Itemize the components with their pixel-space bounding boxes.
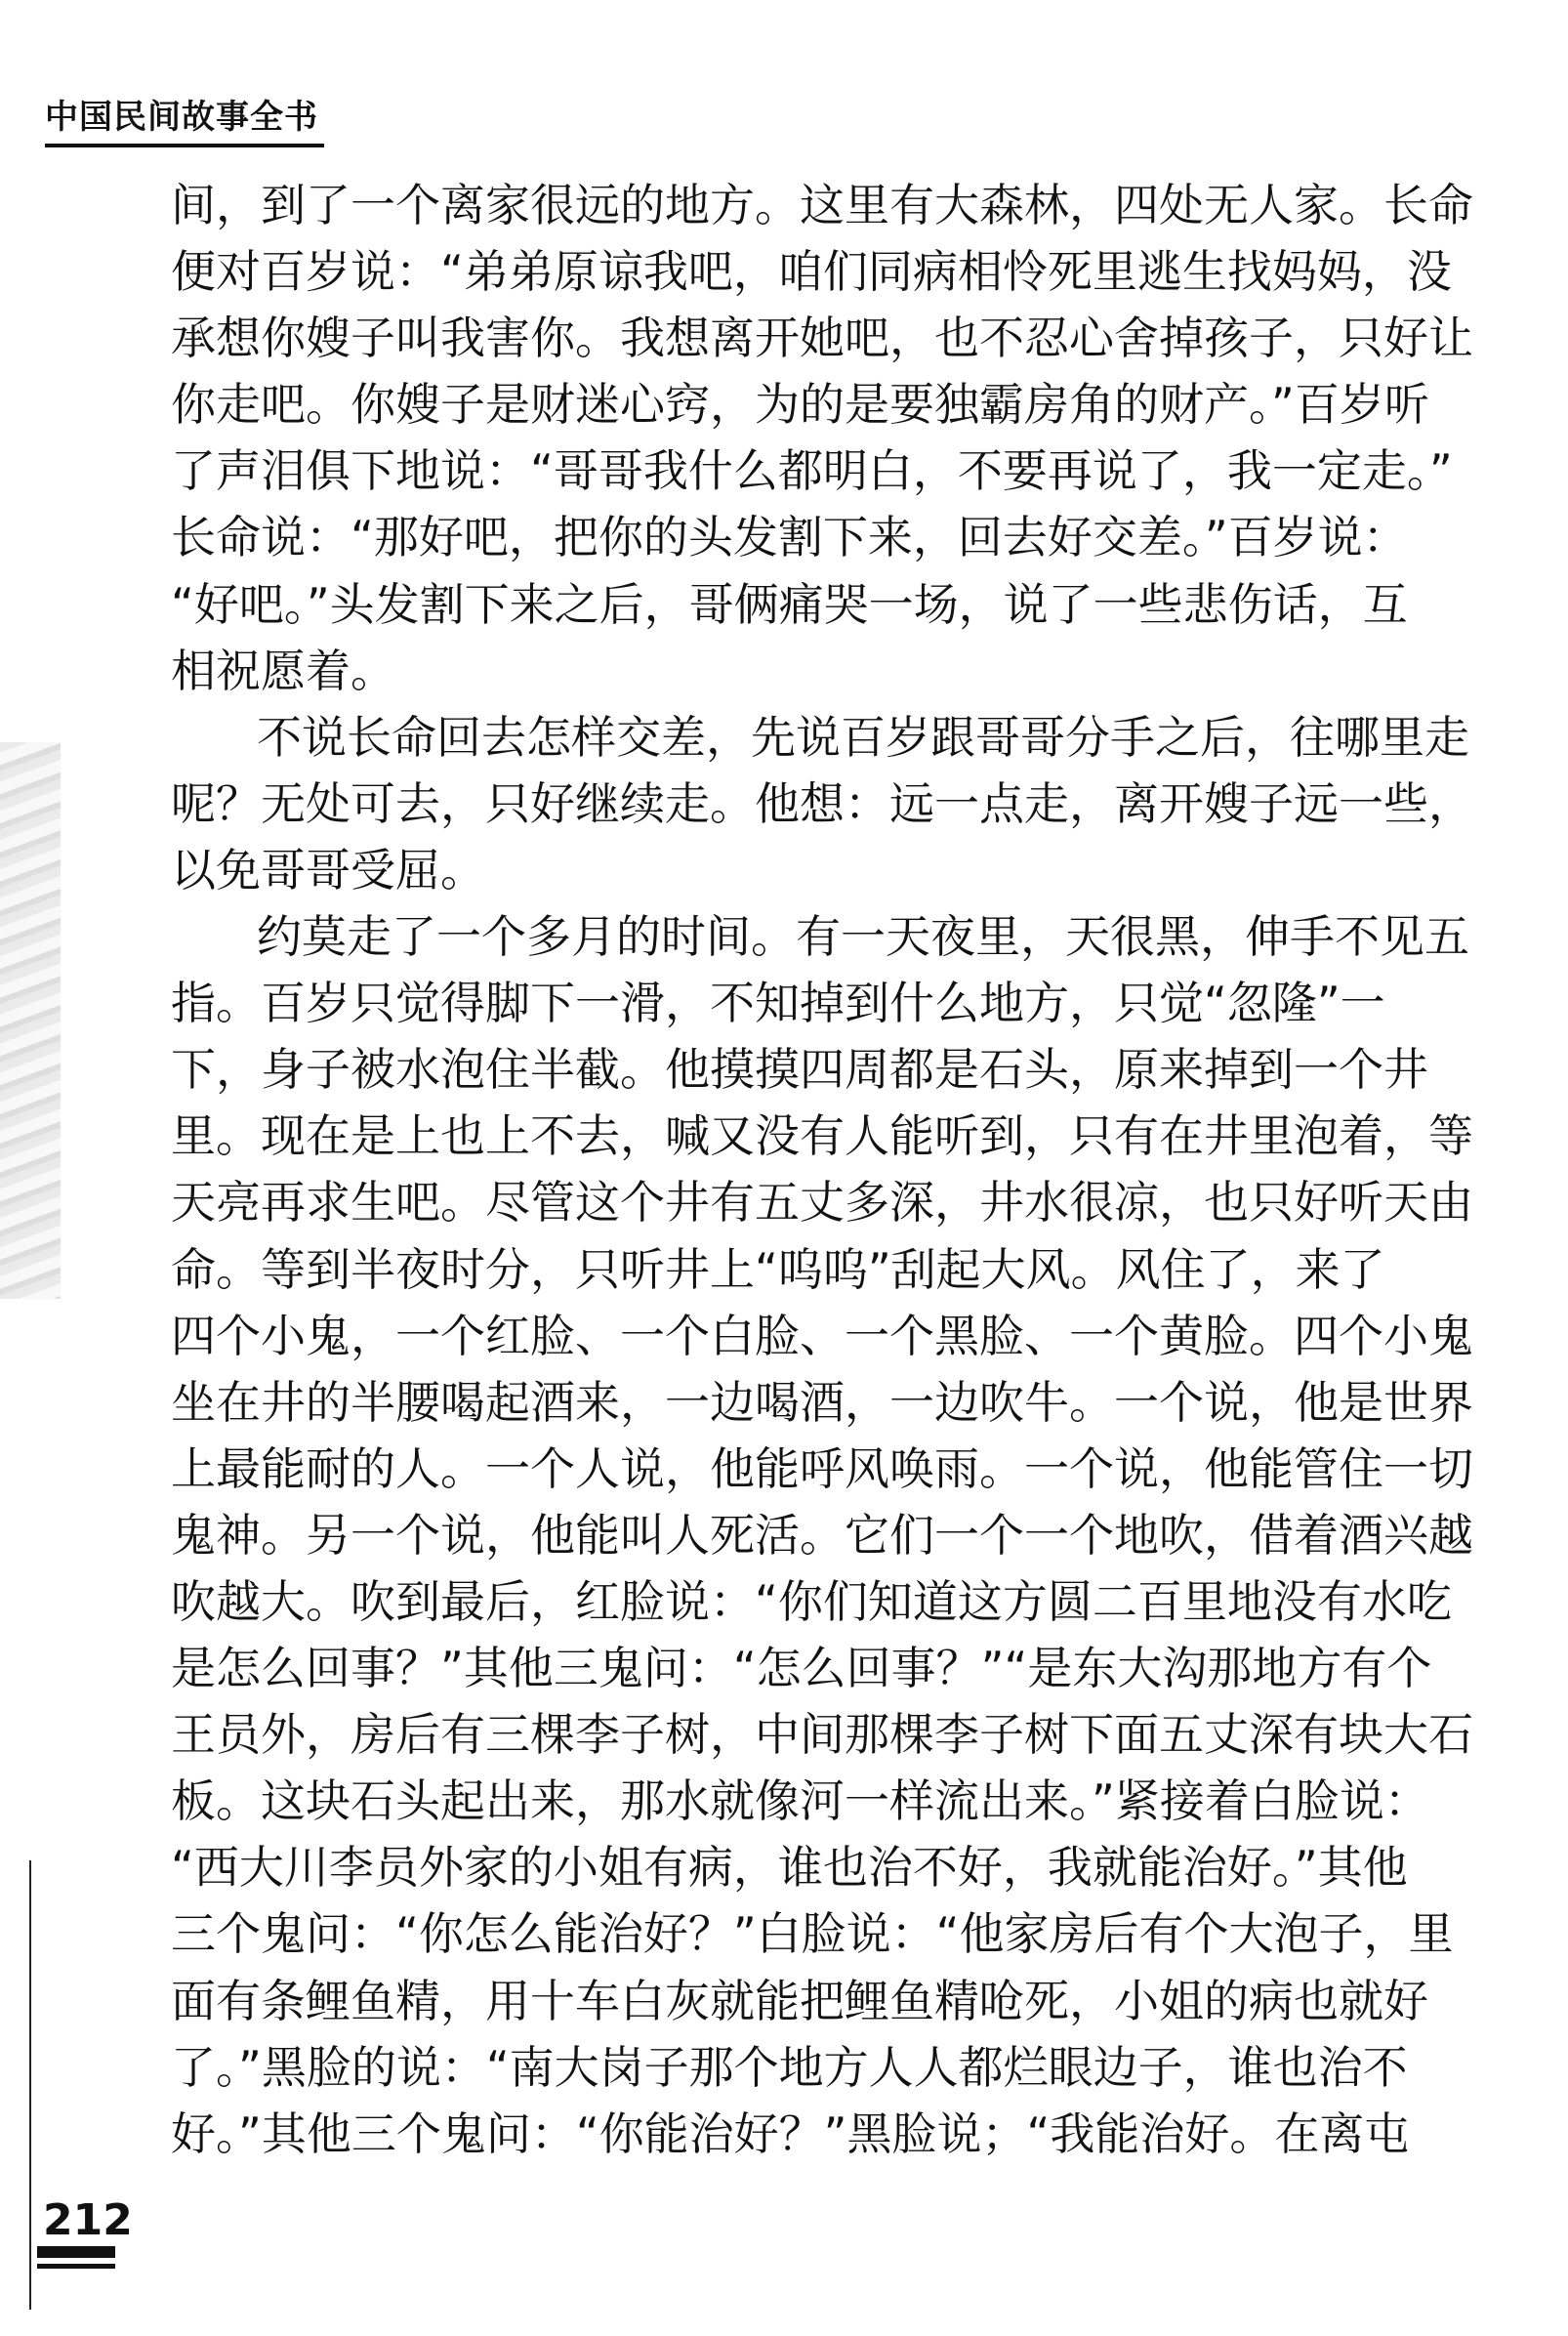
text-line: 王员外，房后有三棵李子树，中间那棵李子树下面五丈深有块大石 (171, 1708, 1473, 1762)
margin-rule (29, 1860, 31, 2310)
text-line: 了声泪俱下地说：“哥哥我什么都明白，不要再说了，我一定走。” (171, 444, 1453, 498)
text-line: 四个小鬼，一个红脸、一个白脸、一个黑脸、一个黄脸。四个小鬼 (171, 1309, 1473, 1362)
text-line: 相祝愿着。 (171, 644, 395, 697)
text-line: “西大川李员外家的小姐有病，谁也治不好，我就能治好。”其他 (171, 1841, 1408, 1895)
text-line: 了。”黑脸的说：“南大岗子那个地方人人都烂眼边子，谁也治不 (171, 2040, 1408, 2094)
text-line: 间，到了一个离家很远的地方。这里有大森林，四处无人家。长命 (171, 179, 1473, 231)
text-line: 吹越大。吹到最后，红脸说：“你们知道这方圆二百里地没有水吃 (171, 1574, 1452, 1628)
text-line: 下，身子被水泡住半截。他摸摸四周都是石头，原来掉到一个井 (171, 1043, 1428, 1097)
footer-bar-thin (37, 2264, 115, 2269)
text-line: 指。百岁只觉得脚下一滑，不知掉到什么地方，只觉“忽隆”一 (171, 977, 1385, 1030)
text-line: 坐在井的半腰喝起酒来，一边喝酒，一边吹牛。一个说，他是世界 (171, 1375, 1473, 1429)
text-line: 不说长命回去怎样交差，先说百岁跟哥哥分手之后，往哪里走 (257, 710, 1469, 764)
text-line: 好。”其他三个鬼问：“你能治好？”黑脸说；“我能治好。在离屯 (171, 2107, 1410, 2160)
text-line: 命。等到半夜时分，只听井上“呜呜”刮起大风。风住了，来了 (171, 1242, 1385, 1296)
scan-artifact-decoration (0, 742, 61, 1299)
page-number: 212 (43, 2195, 133, 2245)
text-line: 里。现在是上也上不去，喊又没有人能听到，只有在井里泡着，等 (171, 1109, 1473, 1163)
text-line: 是怎么回事？”其他三鬼问：“怎么回事？”“是东大沟那地方有个 (171, 1642, 1432, 1695)
body-text (171, 172, 1473, 2167)
text-line: 承想你嫂子叫我害你。我想离开她吧，也不忍心舍掉孩子，只好让 (171, 312, 1473, 365)
footer-bar-thick (37, 2246, 115, 2258)
running-header-book-title: 中国民间故事全书 (45, 90, 324, 147)
text-line: 面有条鲤鱼精，用十车白灰就能把鲤鱼精呛死，小姐的病也就好 (171, 1974, 1428, 2027)
text-line: 板。这块石头起出来，那水就像河一样流出来。”紧接着白脸说： (171, 1774, 1429, 1828)
text-line: “好吧。”头发割下来之后，哥俩痛哭一场，说了一些悲伤话，互 (171, 577, 1408, 631)
text-line: 你走吧。你嫂子是财迷心窍，为的是要独霸房角的财产。”百岁听 (171, 378, 1429, 432)
text-line: 约莫走了一个多月的时间。有一天夜里，天很黑，伸手不见五 (257, 910, 1469, 964)
text-line: 三个鬼问：“你怎么能治好？”白脸说：“他家房后有个大泡子，里 (171, 1907, 1454, 1961)
text-line: 长命说：“那好吧，把你的头发割下来，回去好交差。”百岁说： (171, 511, 1408, 564)
text-line: 便对百岁说：“弟弟原谅我吧，咱们同病相怜死里逃生找妈妈，没 (171, 245, 1452, 299)
text-line: 天亮再求生吧。尽管这个井有五丈多深，井水很凉，也只好听天由 (171, 1176, 1473, 1230)
text-line: 呢？无处可去，只好继续走。他想：远一点走，离开嫂子远一些， (171, 776, 1473, 830)
text-line: 鬼神。另一个说，他能叫人死活。它们一个一个地吹，借着酒兴越 (171, 1508, 1473, 1562)
text-line: 上最能耐的人。一个人说，他能呼风唤雨。一个说，他能管住一切 (171, 1441, 1473, 1495)
text-line: 以免哥哥受屈。 (171, 843, 485, 897)
